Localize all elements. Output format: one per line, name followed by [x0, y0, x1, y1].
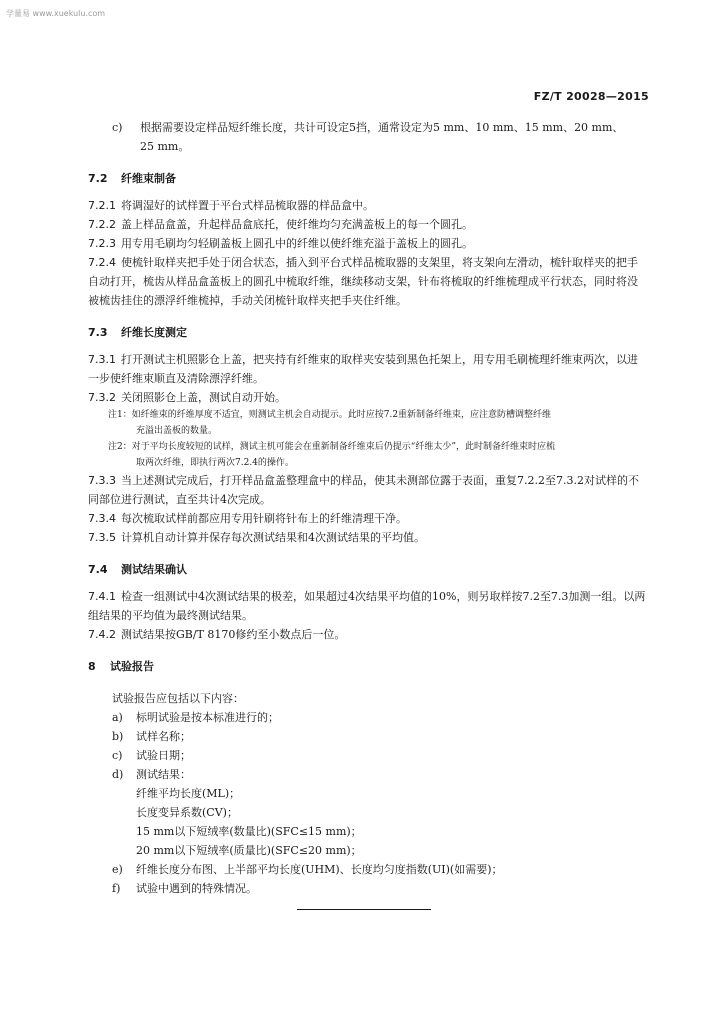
- clause-number: 7.2.2: [88, 218, 116, 231]
- clause-text: 计算机自动计算并保存每次测试结果和4次测试结果的平均值。: [121, 531, 425, 544]
- clause-number: 7.2.4: [88, 256, 116, 269]
- clause-number: 7.4.2: [88, 628, 116, 641]
- result-detail: 长度变异系数(CV)；: [136, 806, 238, 819]
- note-label: 注1：: [108, 410, 132, 420]
- report-item: [88, 746, 648, 765]
- list-item-c-continued: 25 mm。: [140, 140, 190, 153]
- clause-text: 将调湿好的试样置于平台式样品梳取器的样品盒中。: [121, 199, 374, 212]
- clause-text: 用专用毛刷均匀轻刷盖板上圆孔中的纤维以使纤维充溢于盖板上的圆孔。: [121, 237, 473, 250]
- clause-number: 7.3.1: [88, 353, 116, 366]
- result-detail: 纤维平均长度(ML)；: [136, 787, 241, 800]
- report-item-label: c): [112, 749, 123, 762]
- clause-text: 打开测试主机照影仓上盖，把夹持有纤维束的取样夹安装到黑色托架上，用专用毛刷梳理纤维束两次，以进一步使纤维束顺直及清除漂浮纤维。: [88, 353, 638, 385]
- clause: [88, 471, 648, 509]
- section-number: 8: [88, 660, 96, 673]
- clause-text: 测试结果按GB/T 8170修约至小数点后一位。: [121, 628, 346, 641]
- report-item-text: 纤维长度分布图、上半部平均长度(UHM)、长度均匀度指数(UI)(如需要)；: [136, 863, 503, 876]
- clause: [88, 528, 648, 547]
- report-item: [88, 708, 648, 727]
- note-2: [88, 439, 648, 455]
- list-text: 根据需要设定样品短纤维长度，共计可设定5挡，通常设定为5 mm、10 mm、15 mm、20 mm、: [140, 121, 624, 134]
- watermark: 学量易 www.xuekulu.com: [6, 9, 106, 18]
- clause: [88, 509, 648, 528]
- list-label: c): [112, 121, 123, 134]
- section-title: 纤维束制备: [121, 172, 176, 185]
- section-heading-7-4: [88, 560, 648, 579]
- clause: [88, 196, 648, 215]
- section-heading-7-2: [88, 169, 648, 188]
- clause-text: 关闭照影仓上盖，测试自动开始。: [121, 391, 286, 404]
- report-item-text: 试验中遇到的特殊情况。: [136, 882, 257, 895]
- report-item-text: 标明试验是按本标准进行的；: [136, 711, 279, 724]
- report-item-text: 测试结果：: [136, 768, 191, 781]
- result-detail: 20 mm以下短绒率(质量比)(SFC≤20 mm)；: [136, 844, 362, 857]
- section-heading-8: [88, 657, 648, 676]
- clause: [88, 253, 648, 310]
- clause-number: 7.3.3: [88, 474, 116, 487]
- report-intro: 试验报告应包括以下内容：: [112, 692, 244, 705]
- clause-text: 每次梳取试样前都应用专用针刷将针布上的纤维清理干净。: [121, 512, 407, 525]
- clause-text: 当上述测试完成后，打开样品盒盖整理盒中的样品，使其未测部位露于表面，重复7.2.2至7.3.2对试样的不同部位进行测试，直至共计4次完成。: [88, 474, 639, 506]
- report-item: [88, 727, 648, 746]
- note-label: 注2：: [108, 442, 132, 452]
- report-item: [88, 879, 648, 898]
- note-1: [88, 407, 648, 423]
- clause-text: 检查一组测试中4次测试结果的极差，如果超过4次结果平均值的10%，则另取样按7.2至7.3加测一组。以两组结果的平均值为最终测试结果。: [88, 590, 646, 622]
- report-item-label: e): [112, 863, 123, 876]
- section-title: 测试结果确认: [121, 563, 187, 576]
- result-detail: 15 mm以下短绒率(数量比)(SFC≤15 mm)；: [136, 825, 362, 838]
- end-rule: [297, 909, 431, 910]
- clause-number: 7.2.1: [88, 199, 116, 212]
- clause-number: 7.3.2: [88, 391, 116, 404]
- clause-number: 7.3.5: [88, 531, 116, 544]
- clause: [88, 388, 648, 407]
- section-number: 7.4: [88, 563, 108, 576]
- report-item-label: f): [112, 882, 121, 895]
- report-item-text: 试验日期；: [136, 749, 191, 762]
- clause: [88, 215, 648, 234]
- clause-number: 7.2.3: [88, 237, 116, 250]
- section-title: 试验报告: [110, 660, 154, 673]
- list-item-c: [88, 118, 648, 137]
- report-item: [88, 860, 648, 879]
- clause: [88, 587, 648, 625]
- section-title: 纤维长度测定: [121, 326, 187, 339]
- clause-text: 使梳针取样夹把手处于闭合状态，插入到平台式样品梳取器的支架里，将支架向左滑动，梳针取样夹的把手自动打开，梳齿从样品盒盖板上的圆孔中梳取纤维，继续移动支架，针布将梳取的纤维梳理成平行状态，同时将没被梳齿挂住的漂浮纤维梳掉，手动关闭梳针取样夹把手夹住纤维。: [88, 256, 638, 307]
- note-text: 如纤维束的纤维厚度不适宜，则测试主机会自动提示。此时应按7.2重新制备纤维束，应注意防槽调整纤维: [131, 410, 552, 420]
- report-item-text: 试样名称；: [136, 730, 191, 743]
- clause-number: 7.4.1: [88, 590, 116, 603]
- report-item: [88, 765, 648, 784]
- report-item-label: a): [112, 711, 123, 724]
- report-item-label: b): [112, 730, 124, 743]
- clause-number: 7.3.4: [88, 512, 116, 525]
- report-item-label: d): [112, 768, 124, 781]
- section-number: 7.2: [88, 172, 108, 185]
- clause: [88, 234, 648, 253]
- clause: [88, 625, 648, 644]
- note-1-continued: 充溢出盖板的数量。: [136, 426, 218, 436]
- note-2-continued: 取两次纤维，即执行两次7.2.4的操作。: [136, 458, 294, 468]
- page-content: [88, 118, 648, 898]
- note-text: 对于平均长度较短的试样，测试主机可能会在重新制备纤维束后仍提示“纤维太少”，此时制备纤维束时应梳: [131, 442, 555, 452]
- clause: [88, 350, 648, 388]
- clause-text: 盖上样品盒盖，升起样品盒底托，使纤维均匀充满盖板上的每一个圆孔。: [121, 218, 473, 231]
- section-heading-7-3: [88, 323, 648, 342]
- document-number: FZ/T 20028—2015: [533, 90, 649, 103]
- section-number: 7.3: [88, 326, 108, 339]
